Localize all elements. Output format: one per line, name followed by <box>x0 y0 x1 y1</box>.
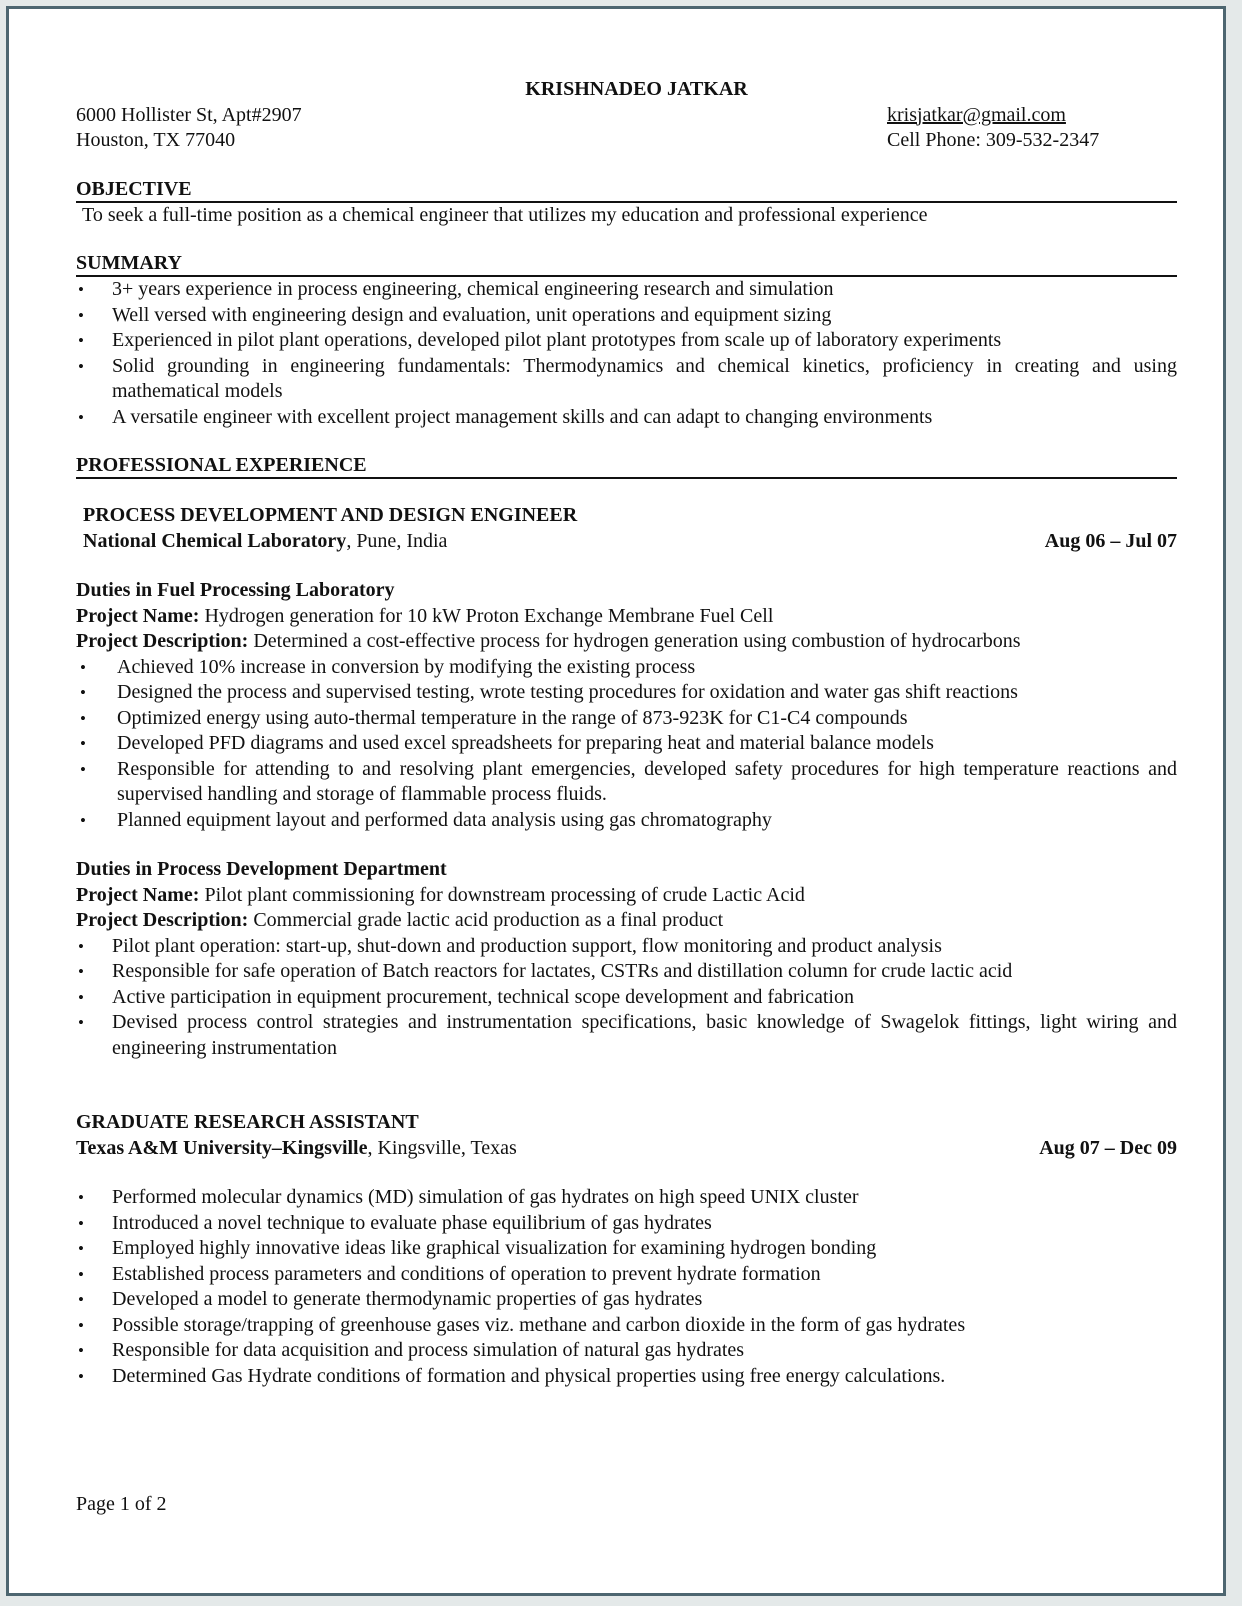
email-link[interactable]: krisjatkar@gmail.com <box>887 103 1066 126</box>
list-item: • Determined Gas Hydrate conditions of formation and physical properties using free energy calculations. <box>76 1364 1177 1390</box>
address-line-1: 6000 Hollister St, Apt#2907 <box>76 103 302 126</box>
project-description-value: Commercial grade lactic acid production as a final product <box>248 909 724 931</box>
contact-info <box>887 103 1177 154</box>
list-item: • Responsible for attending to and resolving plant emergencies, developed safety procedures for high temperature reactions and supervised handling and storage of flammable process fluids. <box>76 757 1177 808</box>
project-name-value: Pilot plant commissioning for downstream processing of crude Lactic Acid <box>199 883 805 906</box>
list-item: • Possible storage/trapping of greenhouse gases viz. methane and carbon dioxide in the form of gas hydrates <box>76 1313 1177 1339</box>
project-name-label: Project Name: <box>76 883 200 906</box>
employer-name: Texas A&M University–Kingsville <box>76 1136 368 1159</box>
list-item: • A versatile engineer with excellent project management skills and can adapt to changing environments <box>76 405 1177 431</box>
job-employer-row <box>76 529 1177 555</box>
phone: Cell Phone: 309-532-2347 <box>887 129 1100 151</box>
project-name <box>76 883 1177 909</box>
list-item: • Developed a model to generate thermodynamic properties of gas hydrates <box>76 1287 1177 1313</box>
duty-list <box>76 934 1177 1062</box>
list-item: • Achieved 10% increase in conversion by modifying the existing process <box>76 655 1177 681</box>
list-item: • Responsible for safe operation of Batch reactors for lactates, CSTRs and distillation column for crude lactic acid <box>76 959 1177 985</box>
list-item: • Employed highly innovative ideas like graphical visualization for examining hydrogen bonding <box>76 1236 1177 1262</box>
research-list <box>76 1185 1177 1389</box>
address <box>76 103 302 154</box>
list-item: • Developed PFD diagrams and used excel spreadsheets for preparing heat and material balance models <box>76 731 1177 757</box>
project-description-label: Project Description: <box>76 909 249 931</box>
page-number: Page 1 of 2 <box>76 1493 167 1515</box>
resume-body <box>76 77 1177 1389</box>
job-dates: Aug 06 – Jul 07 <box>1044 529 1177 552</box>
list-item: • Responsible for data acquisition and process simulation of natural gas hydrates <box>76 1338 1177 1364</box>
employer-location: , Pune, India <box>346 529 448 552</box>
project-name-label: Project Name: <box>76 604 200 627</box>
duty-list <box>76 655 1177 834</box>
employer <box>76 1136 517 1162</box>
project-description-value: Determined a cost-effective process for hydrogen generation using combustion of hydrocarbons <box>248 630 1021 652</box>
duty-heading: Duties in Process Development Department <box>76 858 447 880</box>
project-description <box>76 908 1177 934</box>
list-item: • Solid grounding in engineering fundamentals: Thermodynamics and chemical kinetics, proficiency in creating and using mathematical models <box>76 354 1177 405</box>
objective-heading: OBJECTIVE <box>76 178 1177 203</box>
resume-page <box>6 6 1226 1596</box>
employer-location: , Kingsville, Texas <box>367 1136 517 1159</box>
project-description-label: Project Description: <box>76 630 249 652</box>
list-item: • Designed the process and supervised testing, wrote testing procedures for oxidation and water gas shift reactions <box>76 680 1177 706</box>
employer <box>76 529 447 555</box>
summary-list <box>76 277 1177 430</box>
list-item: • Established process parameters and conditions of operation to prevent hydrate formation <box>76 1262 1177 1288</box>
contact-block <box>76 103 1177 154</box>
list-item: • 3+ years experience in process engineering, chemical engineering research and simulation <box>76 277 1177 303</box>
list-item: • Performed molecular dynamics (MD) simulation of gas hydrates on high speed UNIX cluster <box>76 1185 1177 1211</box>
list-item: • Devised process control strategies and instrumentation specifications, basic knowledge of Swagelok fittings, light wiring and engineering instrumentation <box>76 1010 1177 1061</box>
objective-text: To seek a full-time position as a chemical engineer that utilizes my education and professional experience <box>82 203 928 226</box>
list-item: • Optimized energy using auto-thermal temperature in the range of 873-923K for C1-C4 compounds <box>76 706 1177 732</box>
job-title: GRADUATE RESEARCH ASSISTANT <box>76 1111 419 1133</box>
summary-heading: SUMMARY <box>76 252 1177 277</box>
project-description <box>76 629 1177 655</box>
list-item: • Introduced a novel technique to evaluate phase equilibrium of gas hydrates <box>76 1211 1177 1237</box>
address-line-2: Houston, TX 77040 <box>76 129 236 151</box>
candidate-name: KRISHNADEO JATKAR <box>525 78 748 100</box>
employer-name: National Chemical Laboratory <box>83 529 347 552</box>
project-name <box>76 604 1177 630</box>
duty-heading: Duties in Fuel Processing Laboratory <box>76 579 395 601</box>
list-item: • Planned equipment layout and performed data analysis using gas chromatography <box>76 808 1177 834</box>
experience-heading: PROFESSIONAL EXPERIENCE <box>76 454 1177 479</box>
list-item: • Experienced in pilot plant operations, developed pilot plant prototypes from scale up of laboratory experiments <box>76 328 1177 354</box>
job-employer-row <box>76 1136 1177 1162</box>
project-name-value: Hydrogen generation for 10 kW Proton Exchange Membrane Fuel Cell <box>199 604 774 627</box>
job-title: PROCESS DEVELOPMENT AND DESIGN ENGINEER <box>83 504 578 526</box>
list-item: • Well versed with engineering design and evaluation, unit operations and equipment sizing <box>76 303 1177 329</box>
job-dates: Aug 07 – Dec 09 <box>1039 1136 1177 1159</box>
list-item: • Pilot plant operation: start-up, shut-down and production support, flow monitoring and product analysis <box>76 934 1177 960</box>
list-item: • Active participation in equipment procurement, technical scope development and fabrication <box>76 985 1177 1011</box>
